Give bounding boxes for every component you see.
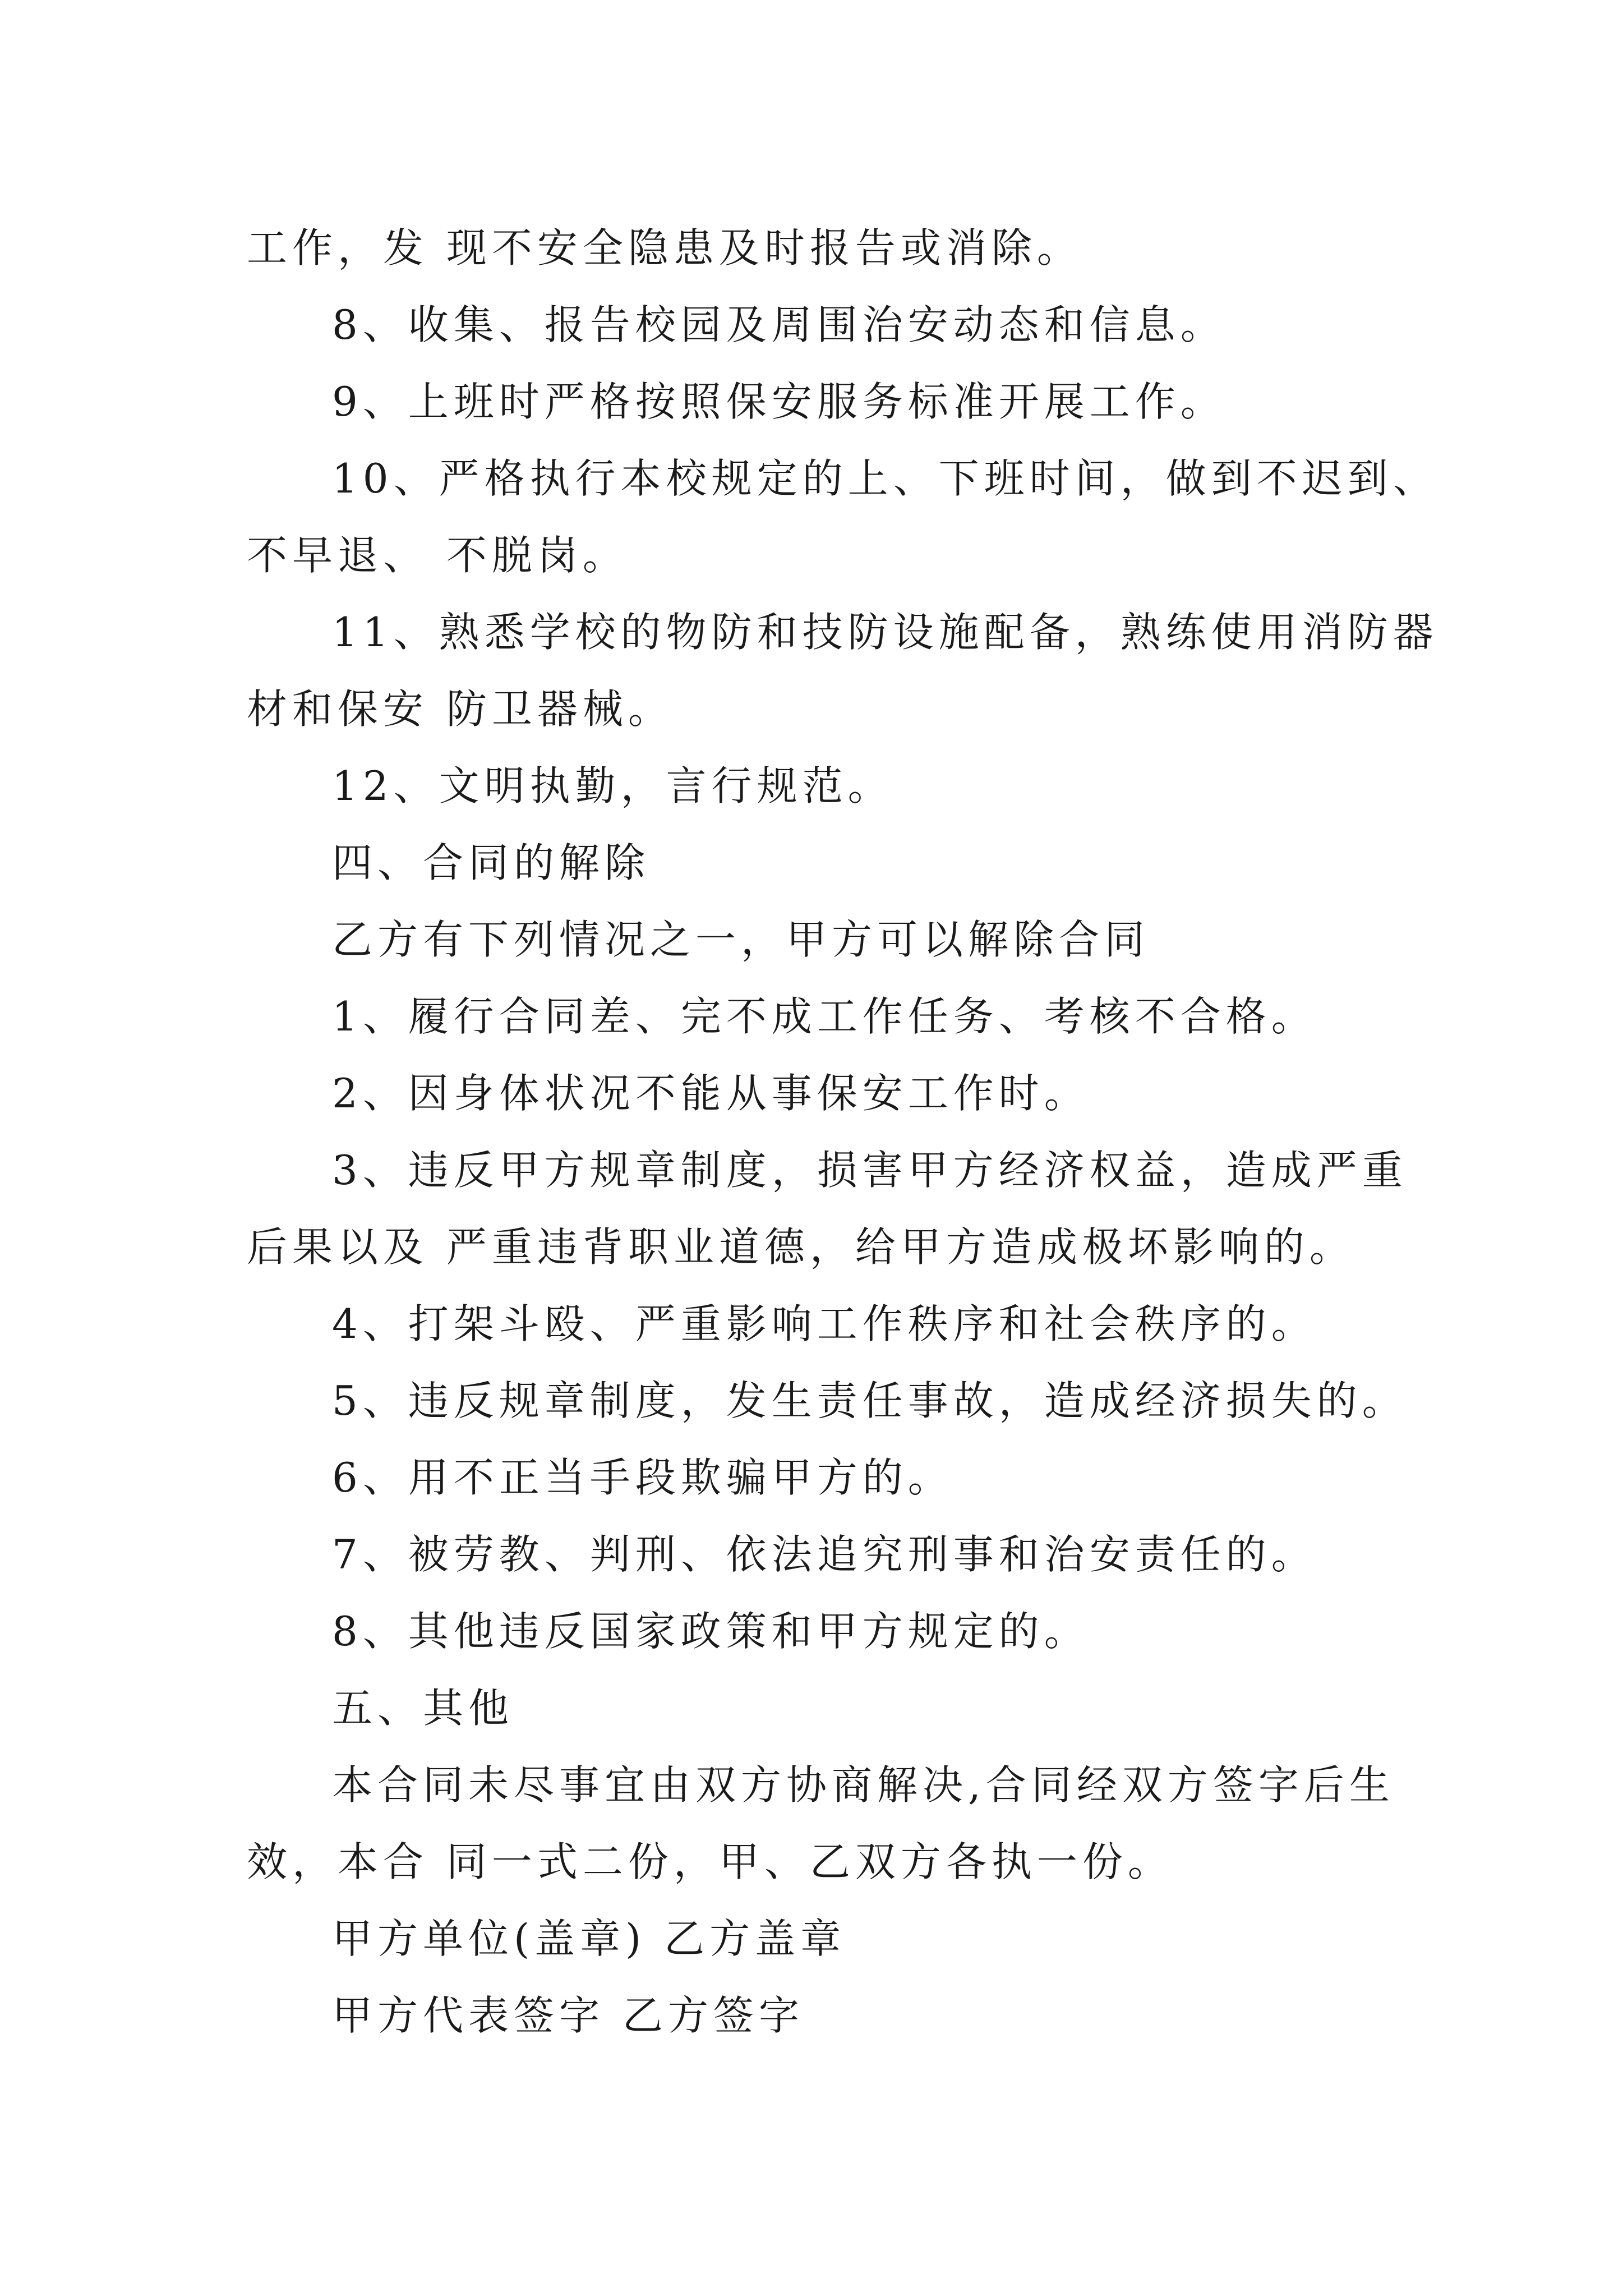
paragraph-line: 不早退、 不脱岗。	[247, 532, 628, 579]
paragraph-line: 工作，发 现不安全隐患及时报告或消除。	[247, 224, 1082, 272]
paragraph-line: 后果以及 严重违背职业道德，给甲方造成极坏影响的。	[247, 1223, 1355, 1271]
paragraph-line: 9、上班时严格按照保安服务标准开展工作。	[332, 378, 1226, 425]
paragraph-line: 8、其他违反国家政策和甲方规定的。	[332, 1608, 1090, 1655]
signature-line: 甲方单位(盖章) 乙方盖章	[332, 1915, 846, 1962]
paragraph-line: 本合同未尽事宜由双方协商解决,合同经双方签字后生	[332, 1761, 1395, 1809]
paragraph-line: 6、用不正当手段欺骗甲方的。	[332, 1454, 953, 1501]
section-heading: 四、合同的解除	[332, 839, 651, 886]
paragraph-line: 11、熟悉学校的物防和技防设施配备，熟练使用消防器	[332, 609, 1438, 656]
paragraph-line: 1、履行合同差、完不成工作任务、考核不合格。	[332, 993, 1317, 1040]
section-heading: 五、其他	[332, 1685, 514, 1732]
paragraph-line: 乙方有下列情况之一，甲方可以解除合同	[332, 916, 1150, 963]
paragraph-line: 2、因身体状况不能从事保安工作时。	[332, 1070, 1090, 1117]
paragraph-line: 10、严格执行本校规定的上、下班时间，做到不迟到、	[332, 455, 1438, 502]
document-body	[247, 210, 1438, 2054]
paragraph-line: 材和保安 防卫器械。	[247, 685, 674, 733]
paragraph-line: 效，本合 同一式二份，甲、乙双方各执一份。	[247, 1838, 1173, 1885]
paragraph-line: 5、违反规章制度，发生责任事故，造成经济损失的。	[332, 1377, 1408, 1424]
paragraph-line: 12、文明执勤，言行规范。	[332, 762, 893, 809]
paragraph-line: 3、违反甲方规章制度，损害甲方经济权益，造成严重	[332, 1147, 1408, 1194]
paragraph-line: 8、收集、报告校园及周围治安动态和信息。	[332, 301, 1226, 348]
paragraph-line: 4、打架斗殴、严重影响工作秩序和社会秩序的。	[332, 1300, 1317, 1347]
paragraph-line: 7、被劳教、判刑、依法追究刑事和治安责任的。	[332, 1531, 1317, 1578]
signature-line: 甲方代表签字 乙方签字	[332, 1992, 804, 2039]
